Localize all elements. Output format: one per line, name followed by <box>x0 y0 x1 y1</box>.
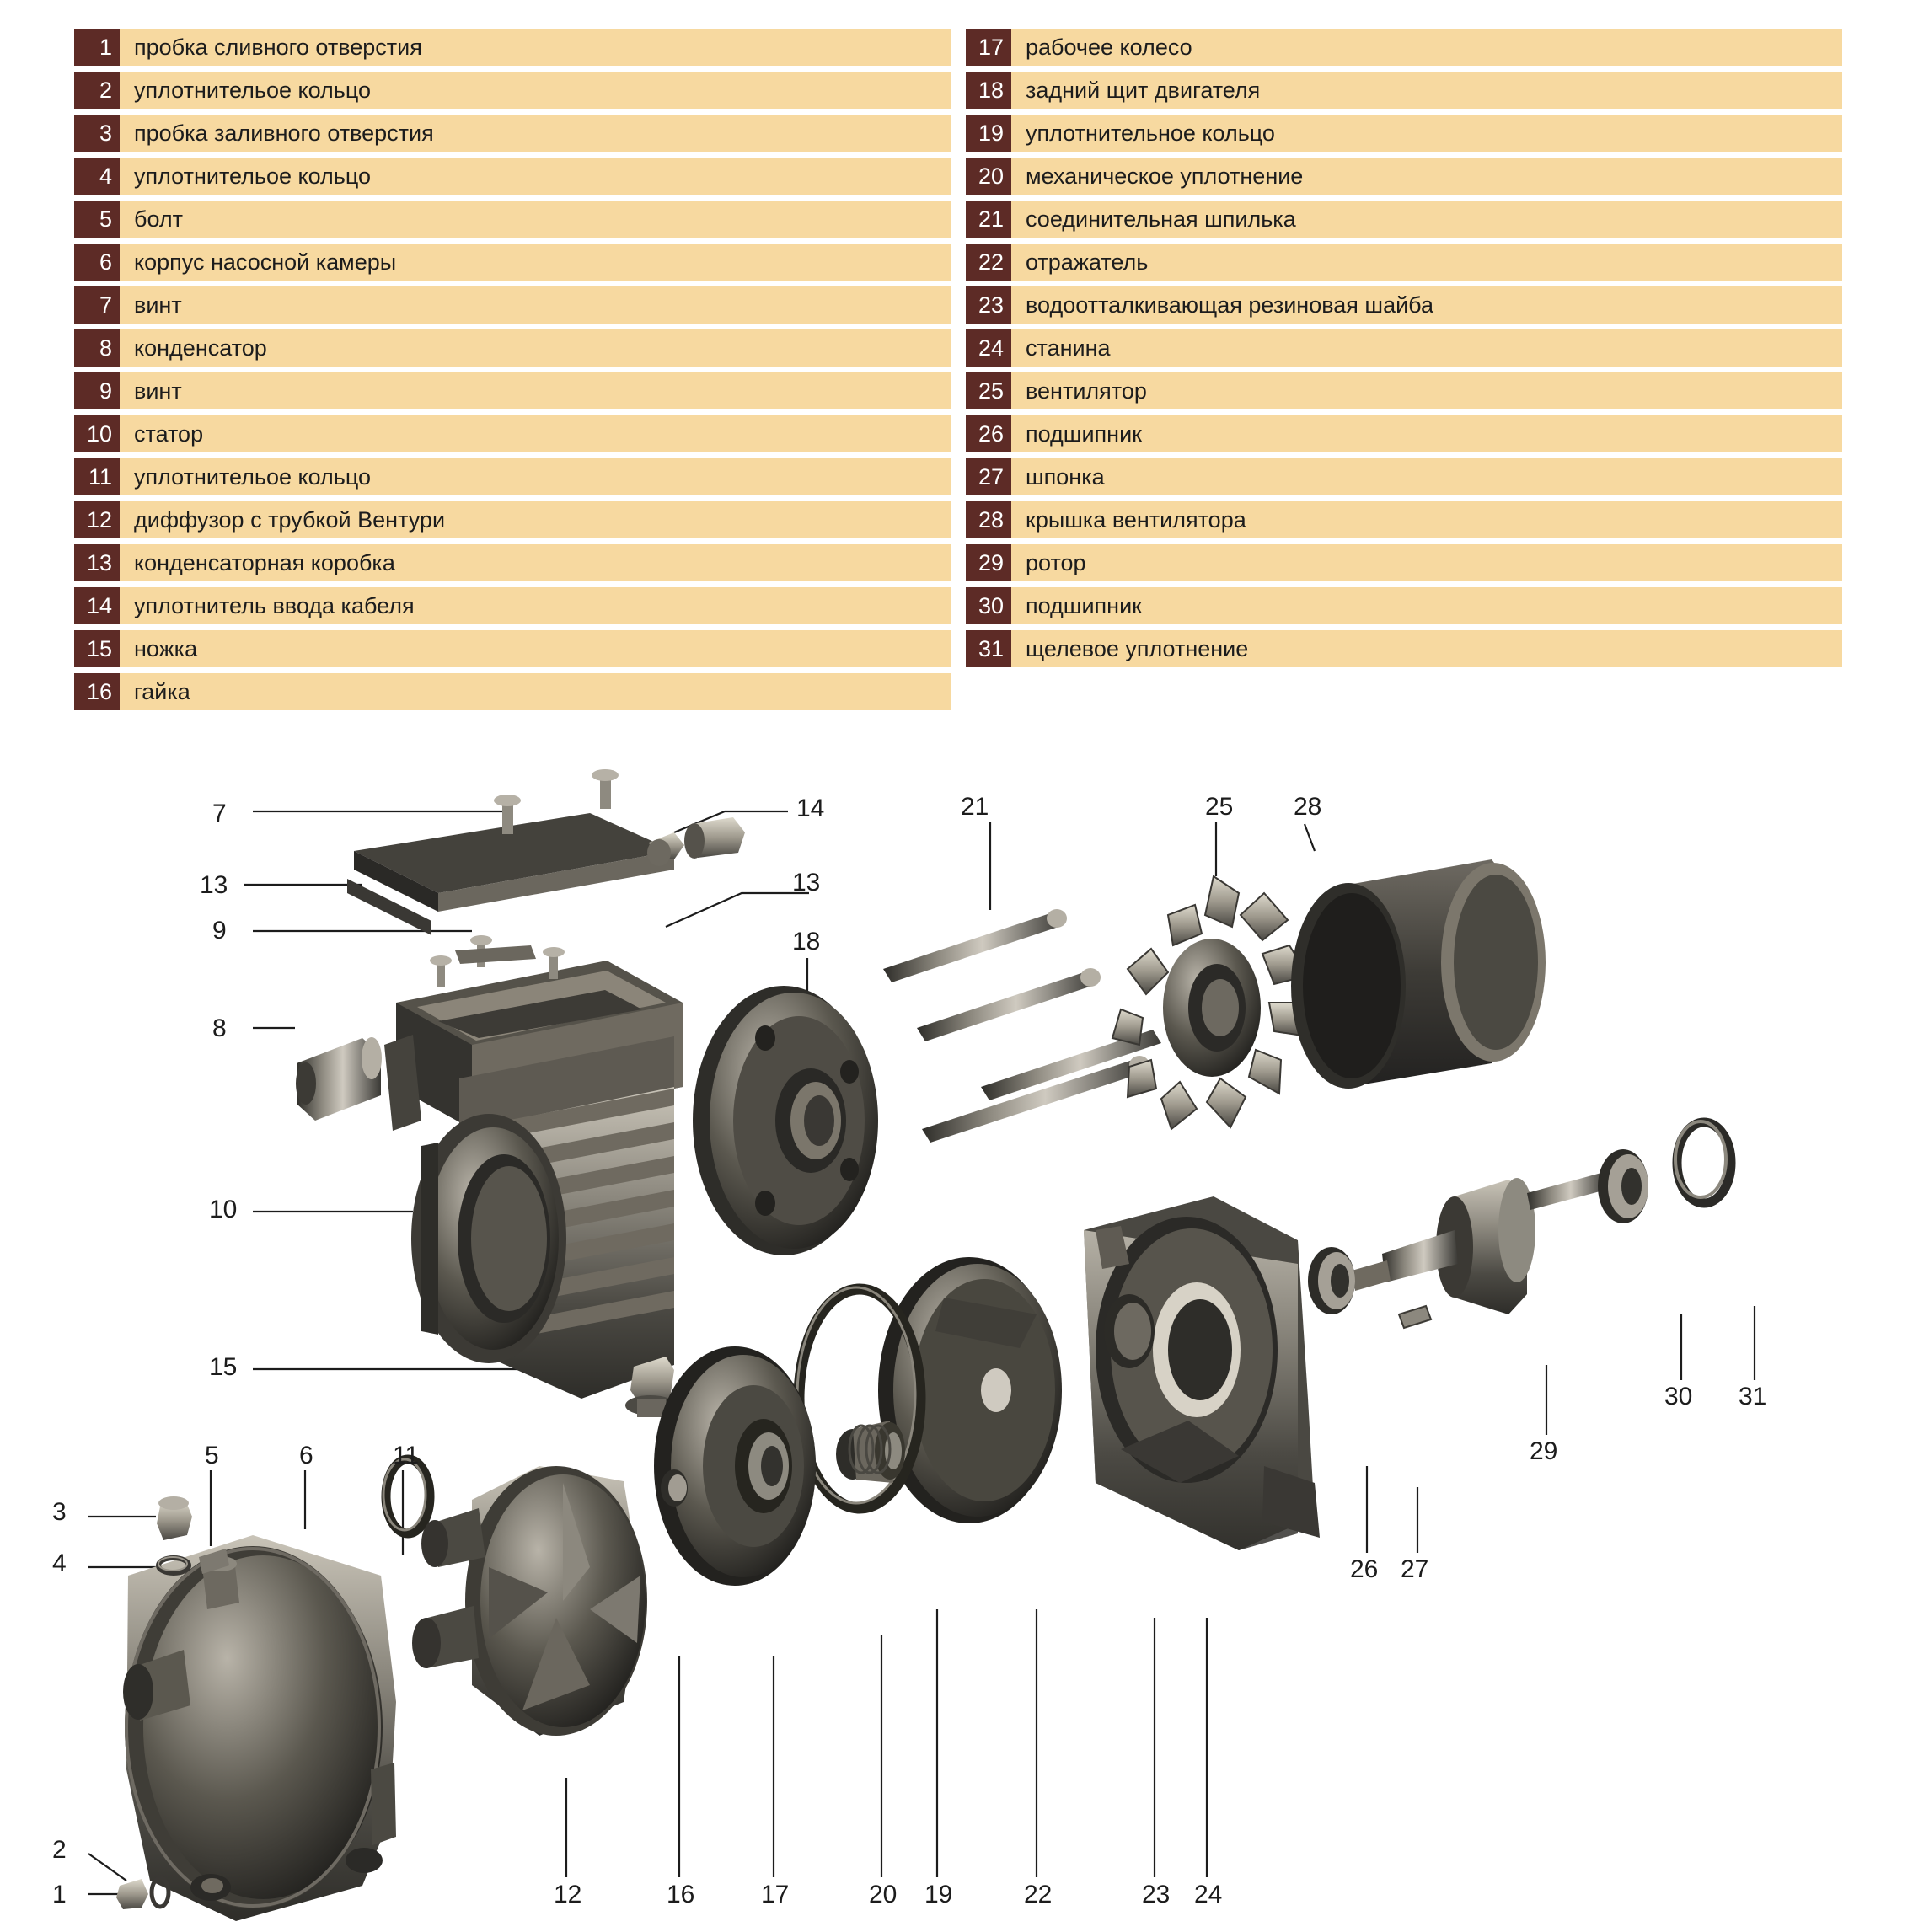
legend-label: уплотнительное кольцо <box>1011 115 1842 152</box>
legend-label: винт <box>120 372 951 409</box>
legend-row <box>74 329 951 367</box>
parts-legend <box>74 29 1844 710</box>
callout-27: 27 <box>1401 1555 1429 1583</box>
legend-number: 28 <box>966 501 1011 538</box>
callout-5: 5 <box>205 1442 219 1469</box>
legend-row <box>74 158 951 195</box>
legend-number: 31 <box>966 630 1011 667</box>
legend-row <box>966 115 1842 152</box>
callout-28: 28 <box>1294 793 1322 821</box>
part-plug-3 <box>157 1496 192 1540</box>
callout-19: 19 <box>924 1881 953 1908</box>
legend-label: гайка <box>120 673 951 710</box>
legend-number: 7 <box>74 286 120 324</box>
callout-2: 2 <box>52 1836 67 1864</box>
callout-1: 1 <box>52 1881 67 1908</box>
part-plug-1 <box>116 1879 148 1909</box>
legend-row <box>74 29 951 66</box>
callout-11: 11 <box>393 1442 420 1469</box>
callout-29: 29 <box>1530 1437 1558 1465</box>
legend-label: ротор <box>1011 544 1842 581</box>
legend-number: 4 <box>74 158 120 195</box>
legend-label: уплотнитель ввода кабеля <box>120 587 951 624</box>
part-deflector-22 <box>878 1257 1062 1523</box>
callout-23: 23 <box>1142 1881 1171 1908</box>
legend-label: механическое уплотнение <box>1011 158 1842 195</box>
legend-label: отражатель <box>1011 244 1842 281</box>
legend-label: подшипник <box>1011 415 1842 452</box>
legend-row <box>74 544 951 581</box>
legend-label: соединительная шпилька <box>1011 201 1842 238</box>
part-key-27 <box>1399 1306 1431 1328</box>
legend-row <box>966 458 1842 495</box>
callout-10: 10 <box>209 1196 238 1223</box>
callout-25: 25 <box>1205 793 1234 821</box>
legend-number: 23 <box>966 286 1011 324</box>
callout-16: 16 <box>667 1881 695 1908</box>
callout-20: 20 <box>869 1881 898 1908</box>
legend-number: 22 <box>966 244 1011 281</box>
part-fan-cover-28 <box>1291 859 1546 1089</box>
callout-6: 6 <box>299 1442 313 1469</box>
legend-row <box>966 501 1842 538</box>
legend-row <box>966 286 1842 324</box>
legend-label: уплотнительое кольцо <box>120 458 951 495</box>
legend-row <box>966 244 1842 281</box>
legend-label: щелевое уплотнение <box>1011 630 1842 667</box>
legend-label: конденсатор <box>120 329 951 367</box>
legend-row <box>74 201 951 238</box>
legend-number: 26 <box>966 415 1011 452</box>
legend-label: шпонка <box>1011 458 1842 495</box>
legend-row <box>966 201 1842 238</box>
callout-22: 22 <box>1024 1881 1053 1908</box>
legend-number: 18 <box>966 72 1011 109</box>
legend-number: 24 <box>966 329 1011 367</box>
legend-row <box>74 244 951 281</box>
part-bracket-24 <box>1084 1196 1320 1550</box>
legend-label: конденсаторная коробка <box>120 544 951 581</box>
legend-row <box>74 630 951 667</box>
callout-30: 30 <box>1664 1383 1693 1410</box>
legend-label: винт <box>120 286 951 324</box>
legend-row <box>966 544 1842 581</box>
part-cable-gland-14 <box>647 817 745 866</box>
part-slot-seal-31 <box>1675 1121 1731 1203</box>
legend-number: 16 <box>74 673 120 710</box>
legend-number: 10 <box>74 415 120 452</box>
part-bearing-26 <box>1308 1247 1355 1314</box>
legend-number: 12 <box>74 501 120 538</box>
legend-label-empty <box>1011 673 1842 710</box>
part-oring-11 <box>383 1459 430 1533</box>
callout-17: 17 <box>761 1881 790 1908</box>
legend-label: подшипник <box>1011 587 1842 624</box>
part-rotor-29 <box>1352 1173 1606 1314</box>
legend-label: уплотнительое кольцо <box>120 158 951 195</box>
callout-3: 3 <box>52 1498 67 1526</box>
legend-row <box>74 372 951 409</box>
legend-column-right <box>966 29 1842 710</box>
callout-31: 31 <box>1739 1383 1767 1410</box>
legend-row <box>966 372 1842 409</box>
legend-number: 13 <box>74 544 120 581</box>
legend-number: 1 <box>74 29 120 66</box>
legend-number: 9 <box>74 372 120 409</box>
legend-row <box>966 415 1842 452</box>
part-fan-25 <box>1112 876 1308 1129</box>
legend-number: 3 <box>74 115 120 152</box>
legend-label: диффузор с трубкой Вентури <box>120 501 951 538</box>
part-capacitor-8 <box>296 1037 382 1121</box>
legend-label: болт <box>120 201 951 238</box>
callout-4: 4 <box>52 1549 67 1577</box>
callout-13-top: 13 <box>200 871 228 899</box>
legend-number: 17 <box>966 29 1011 66</box>
callout-9: 9 <box>212 917 227 945</box>
exploded-parts-diagram <box>0 725 1913 1932</box>
legend-row <box>74 458 951 495</box>
legend-row <box>74 673 951 710</box>
legend-row <box>74 501 951 538</box>
legend-number: 14 <box>74 587 120 624</box>
legend-label: станина <box>1011 329 1842 367</box>
legend-number: 21 <box>966 201 1011 238</box>
legend-number: 20 <box>966 158 1011 195</box>
legend-number: 6 <box>74 244 120 281</box>
legend-label: ножка <box>120 630 951 667</box>
callout-12: 12 <box>554 1881 582 1908</box>
part-impeller-17 <box>654 1346 816 1586</box>
callout-26: 26 <box>1350 1555 1379 1583</box>
part-rubber-washer-23 <box>1104 1294 1155 1368</box>
legend-number: 29 <box>966 544 1011 581</box>
part-rear-shield-18 <box>693 986 878 1255</box>
legend-row <box>74 115 951 152</box>
legend-number: 2 <box>74 72 120 109</box>
callout-14: 14 <box>796 795 825 822</box>
legend-row <box>966 158 1842 195</box>
part-mech-seal-20 <box>836 1421 905 1483</box>
legend-label: крышка вентилятора <box>1011 501 1842 538</box>
legend-row <box>966 29 1842 66</box>
callout-13-box: 13 <box>792 869 821 896</box>
legend-row <box>74 587 951 624</box>
legend-label: пробка заливного отверстия <box>120 115 951 152</box>
legend-label: вентилятор <box>1011 372 1842 409</box>
legend-number: 19 <box>966 115 1011 152</box>
callout-8: 8 <box>212 1014 227 1042</box>
legend-label: статор <box>120 415 951 452</box>
legend-label: рабочее колесо <box>1011 29 1842 66</box>
legend-row <box>966 72 1842 109</box>
legend-row <box>74 415 951 452</box>
legend-number: 25 <box>966 372 1011 409</box>
part-nut-16 <box>661 1469 688 1507</box>
legend-label: задний щит двигателя <box>1011 72 1842 109</box>
callout-15: 15 <box>209 1353 238 1381</box>
legend-row <box>966 630 1842 667</box>
legend-column-left <box>74 29 951 710</box>
callout-21: 21 <box>961 793 989 821</box>
legend-row-empty <box>966 673 1842 710</box>
part-pump-body-6 <box>123 1535 396 1921</box>
legend-number: 27 <box>966 458 1011 495</box>
legend-number: 5 <box>74 201 120 238</box>
legend-label: пробка сливного отверстия <box>120 29 951 66</box>
legend-number: 30 <box>966 587 1011 624</box>
legend-number: 15 <box>74 630 120 667</box>
legend-number-empty <box>966 673 1011 710</box>
callout-24: 24 <box>1194 1881 1223 1908</box>
callout-7: 7 <box>212 800 227 827</box>
legend-number: 11 <box>74 458 120 495</box>
legend-label: уплотнительое кольцо <box>120 72 951 109</box>
legend-label: водоотталкивающая резиновая шайба <box>1011 286 1842 324</box>
legend-number: 8 <box>74 329 120 367</box>
legend-row <box>74 286 951 324</box>
legend-row <box>74 72 951 109</box>
callout-18: 18 <box>792 928 821 955</box>
part-bearing-30 <box>1598 1149 1648 1223</box>
legend-row <box>966 587 1842 624</box>
legend-label: корпус насосной камеры <box>120 244 951 281</box>
part-diffuser-12 <box>412 1466 647 1736</box>
legend-row <box>966 329 1842 367</box>
